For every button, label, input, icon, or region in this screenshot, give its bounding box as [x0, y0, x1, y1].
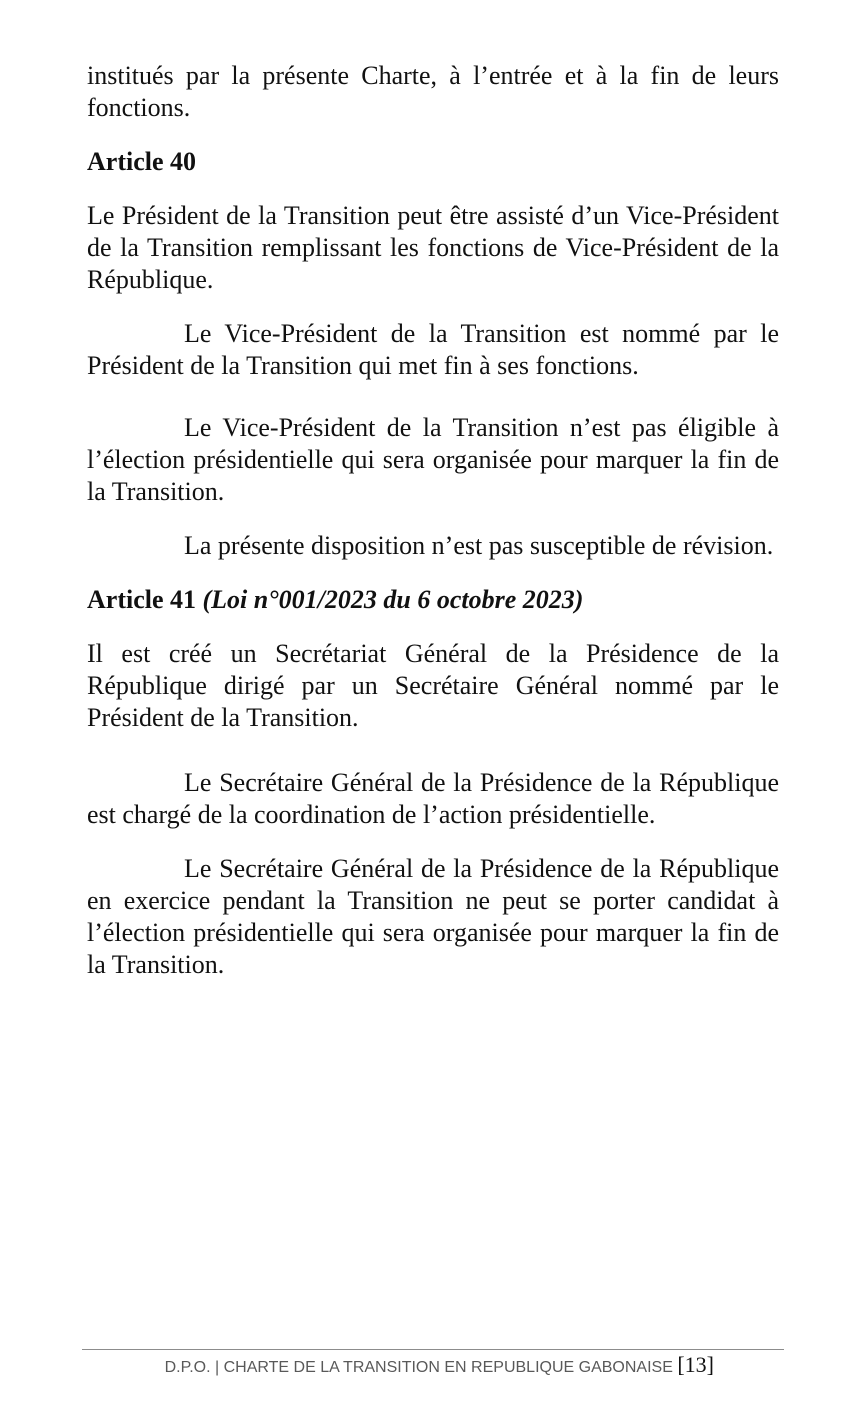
- article-41-paragraph-1: Il est créé un Secrétariat Général de la Présidence de la République dirigé par un Secrétaire Général nommé par le Président de la Transition.: [87, 639, 779, 732]
- footer-text: D.P.O. | CHARTE DE LA TRANSITION EN REPUBLIQUE GABONAISE: [164, 1359, 673, 1376]
- article-40-paragraph-2: Le Vice-Président de la Transition est nommé par le Président de la Transition qui met fin à ses fonctions.: [87, 319, 779, 380]
- article-41-paragraph-2: Le Secrétaire Général de la Présidence de la République est chargé de la coordination de l’action présidentielle.: [87, 768, 779, 829]
- article-40-paragraph-1: Le Président de la Transition peut être assisté d’un Vice-Président de la Transition remplissant les fonctions de Vice-Président de la République.: [87, 201, 779, 294]
- document-page: [87, 60, 779, 981]
- article-40-paragraph-3: Le Vice-Président de la Transition n’est pas éligible à l’élection présidentielle qui sera organisée pour marquer la fin de la Transition.: [87, 413, 779, 506]
- article-41-title: Article 41: [87, 585, 197, 614]
- page-footer: [82, 1352, 714, 1381]
- page-number: [13]: [677, 1352, 714, 1377]
- footer-divider: [82, 1349, 784, 1350]
- article-40-title: Article 40: [87, 147, 197, 176]
- article-41-law-reference: (Loi n°001/2023 du 6 octobre 2023): [202, 585, 584, 614]
- article-41-heading: [87, 584, 779, 616]
- continuation-paragraph: institués par la présente Charte, à l’entrée et à la fin de leurs fonctions.: [87, 61, 779, 122]
- article-40-paragraph-4: La présente disposition n’est pas susceptible de révision.: [184, 531, 774, 560]
- article-41-paragraph-3: Le Secrétaire Général de la Présidence de la République en exercice pendant la Transition ne peut se porter candidat à l’élection présidentielle qui sera organisée pour marquer la fin de la Transition.: [87, 854, 779, 979]
- article-40-heading: [87, 146, 779, 178]
